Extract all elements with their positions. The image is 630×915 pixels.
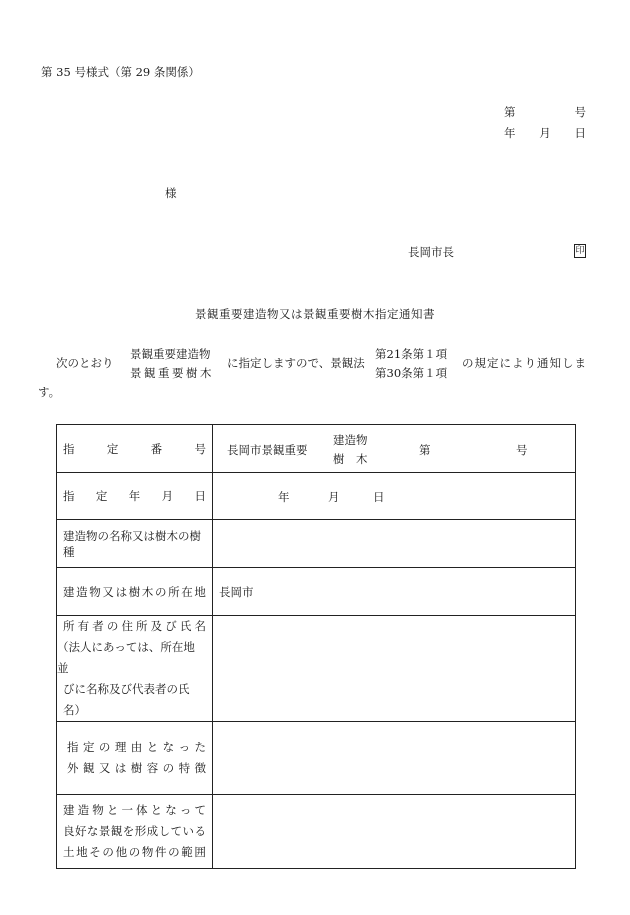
form-reference: 第 35 号様式（第 29 条関係）: [41, 65, 200, 79]
seal-mark: 印: [575, 246, 585, 256]
name-or-species-label: 建造物の名称又は樹木の樹種: [57, 520, 213, 568]
number-suffix: 号: [516, 443, 528, 457]
table-row: [57, 722, 576, 795]
owner-label: 所 有 者 の 住 所 及 び 氏 名 （法人にあっては、所在地並 びに名称及び代表者の氏名）: [57, 616, 213, 722]
number-prefix: 第: [504, 105, 516, 119]
designation-reason-label: 指 定 の 理 由 と な っ た 外 観 又 は 樹 容 の 特 徴: [57, 722, 213, 795]
body-text-part1: 次のとおり: [56, 356, 114, 370]
number-suffix: 号: [574, 105, 586, 119]
issuer-name: 長岡市長: [408, 245, 454, 259]
table-row: [57, 795, 576, 869]
designation-type-options: [130, 345, 214, 383]
document-title: 景観重要建造物又は景観重要樹木指定通知書: [195, 307, 435, 321]
month-label: 月: [539, 126, 551, 140]
year-label: 年: [278, 490, 290, 504]
body-text-part3: の規定により通知しま: [462, 356, 587, 370]
law-article-options: [375, 345, 447, 383]
year-label: 年: [504, 126, 516, 140]
day-label: 日: [574, 126, 586, 140]
related-land-label: 建 造 物 と 一 体 と な っ て 良 好 な 景 観 を 形 成 し て い る 土 地 そ の 他 の 物 件 の 範 囲: [57, 795, 213, 869]
table-row: [57, 425, 576, 473]
body-text-part4: す。: [38, 385, 61, 399]
number-prefix: 第: [419, 443, 431, 457]
day-label: 日: [373, 490, 385, 504]
designation-date-field[interactable]: [213, 473, 576, 520]
designation-number-label: 指 定 番 号: [57, 425, 213, 473]
option-tree: 景観重要樹木: [130, 366, 214, 380]
table-row: [57, 568, 576, 616]
addressee-honorific: 様: [165, 186, 177, 200]
owner-field[interactable]: [213, 616, 576, 722]
table-row: [57, 473, 576, 520]
location-label: 建 造 物 又 は 樹 木 の 所 在 地: [57, 568, 213, 616]
designation-table: [56, 424, 576, 869]
registry-prefix: 長岡市景観重要: [227, 443, 308, 457]
designation-number-field[interactable]: [213, 425, 576, 473]
document-number-line: [504, 104, 586, 120]
registry-type-options: 建造物 樹 木: [333, 433, 368, 466]
table-row: [57, 616, 576, 722]
name-or-species-field[interactable]: [213, 520, 576, 568]
option-article-30: 第30条第１項: [375, 366, 448, 380]
document-date-line: [504, 125, 586, 141]
option-building: 景観重要建造物: [130, 347, 211, 361]
table-row: [57, 520, 576, 568]
month-label: 月: [328, 490, 340, 504]
designation-reason-field[interactable]: [213, 722, 576, 795]
designation-date-label: 指 定 年 月 日: [57, 473, 213, 520]
body-text-part2: に指定しますので、景観法: [227, 356, 365, 370]
related-land-field[interactable]: [213, 795, 576, 869]
option-article-21: 第21条第１項: [375, 347, 448, 361]
location-field[interactable]: 長岡市: [213, 568, 576, 616]
